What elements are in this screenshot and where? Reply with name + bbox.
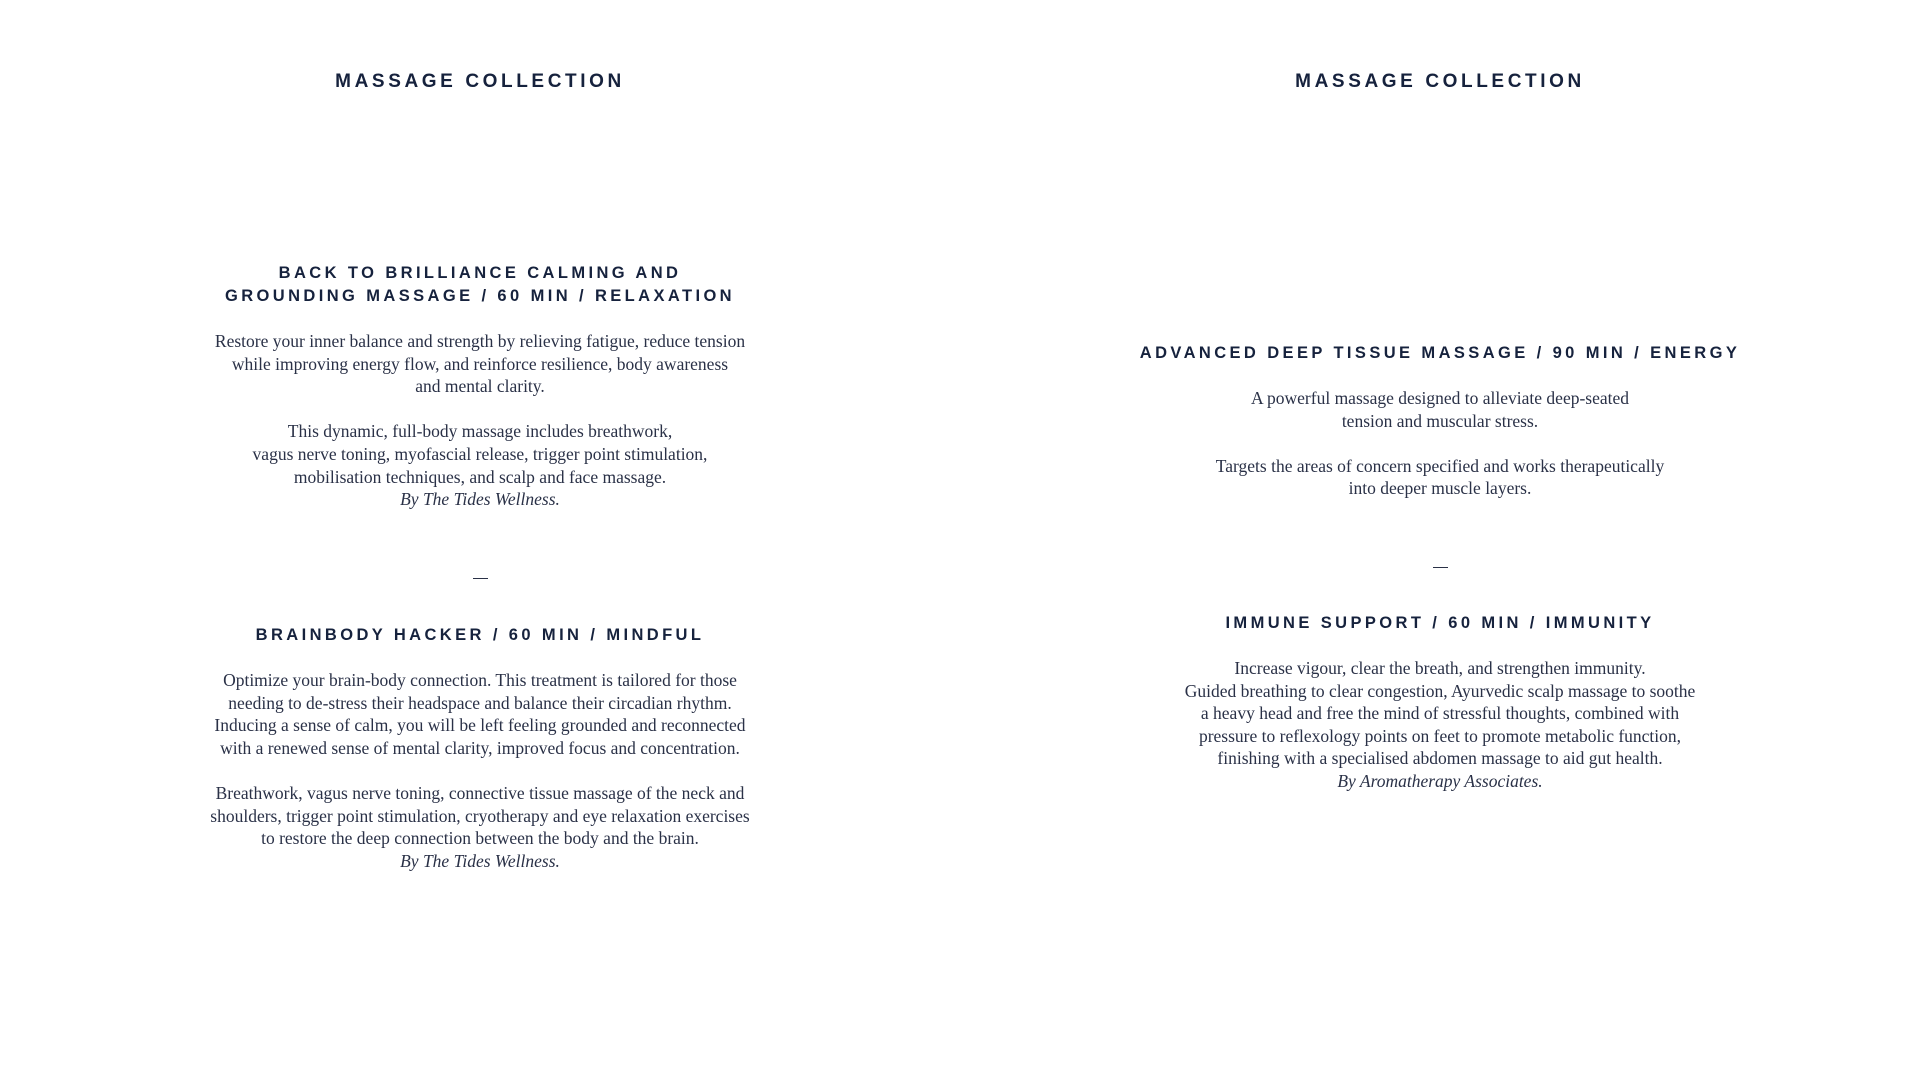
treatment-credit: By The Tides Wellness. <box>400 489 560 510</box>
treatment-advanced-deep-tissue <box>960 342 1920 500</box>
description-line: Optimize your brain-body connection. This treatment is tailored for those <box>223 670 737 690</box>
description-line: with a renewed sense of mental clarity, improved focus and concentration. <box>220 737 740 758</box>
description-line: Restore your inner balance and strength by relieving fatigue, reduce tension <box>214 331 746 351</box>
description-line: a heavy head and free the mind of stressful thoughts, combined with <box>1200 703 1680 724</box>
description-line: to restore the deep connection between the body and the brain. <box>261 828 699 849</box>
treatment-title-line: BRAINBODY HACKER / 60 MIN / MINDFUL <box>255 626 705 644</box>
description-line: This dynamic, full-body massage includes breathwork, <box>287 421 673 442</box>
treatment-title <box>0 262 960 308</box>
description-line: while improving energy flow, and reinforce resilience, body awareness <box>231 353 729 374</box>
treatment-title <box>960 612 1920 635</box>
divider-dash <box>1433 567 1448 569</box>
description-line: pressure to reflexology points on feet to promote metabolic function, <box>1198 725 1682 746</box>
description-line: A powerful massage designed to alleviate deep-seated <box>1250 388 1630 408</box>
description-line: Guided breathing to clear congestion, Ayurvedic scalp massage to soothe <box>1184 680 1696 701</box>
section-divider <box>960 555 1920 573</box>
description-line: and mental clarity. <box>415 376 545 397</box>
description-line: mobilisation techniques, and scalp and face massage. <box>293 466 667 487</box>
page-header: MASSAGE COLLECTION <box>335 71 625 92</box>
treatment-credit: By The Tides Wellness. <box>400 850 560 871</box>
treatment-title <box>960 342 1920 365</box>
treatment-title-line: GROUNDING MASSAGE / 60 MIN / RELAXATION <box>225 287 735 305</box>
page-header: MASSAGE COLLECTION <box>1295 71 1585 92</box>
description-line: Targets the areas of concern specified and works therapeutically <box>1215 455 1665 476</box>
divider-dash <box>473 578 488 580</box>
treatment-description <box>0 669 960 759</box>
description-line: tension and muscular stress. <box>1341 410 1539 431</box>
treatment-title-line: ADVANCED DEEP TISSUE MASSAGE / 90 MIN / ENERGY <box>1139 344 1741 362</box>
treatment-title-line: IMMUNE SUPPORT / 60 MIN / IMMUNITY <box>1225 614 1655 632</box>
description-line: shoulders, trigger point stimulation, cryotherapy and eye relaxation exercises <box>210 805 750 826</box>
description-line: Inducing a sense of calm, you will be left feeling grounded and reconnected <box>214 715 746 736</box>
page-right <box>960 0 1920 1080</box>
treatment-description <box>960 387 1920 432</box>
description-line: Breathwork, vagus nerve toning, connective tissue massage of the neck and <box>215 782 745 803</box>
treatment-brainbody-hacker <box>0 624 960 872</box>
treatment-immune-support <box>960 612 1920 793</box>
treatment-back-to-brilliance <box>0 262 960 511</box>
treatment-details <box>0 782 960 872</box>
description-line: finishing with a specialised abdomen massage to aid gut health. <box>1217 748 1663 769</box>
treatment-details <box>960 455 1920 500</box>
treatment-credit: By Aromatherapy Associates. <box>1337 770 1543 791</box>
description-line: into deeper muscle layers. <box>1348 478 1532 499</box>
description-line: Increase vigour, clear the breath, and strengthen immunity. <box>1234 658 1646 678</box>
section-divider <box>0 566 960 584</box>
treatment-details <box>0 420 960 510</box>
description-line: vagus nerve toning, myofascial release, trigger point stimulation, <box>252 443 708 464</box>
treatment-title <box>0 624 960 647</box>
treatment-description <box>960 657 1920 793</box>
treatment-description <box>0 330 960 398</box>
treatment-title-line: BACK TO BRILLIANCE CALMING AND <box>278 264 682 282</box>
description-line: needing to de-stress their headspace and balance their circadian rhythm. <box>228 692 732 713</box>
